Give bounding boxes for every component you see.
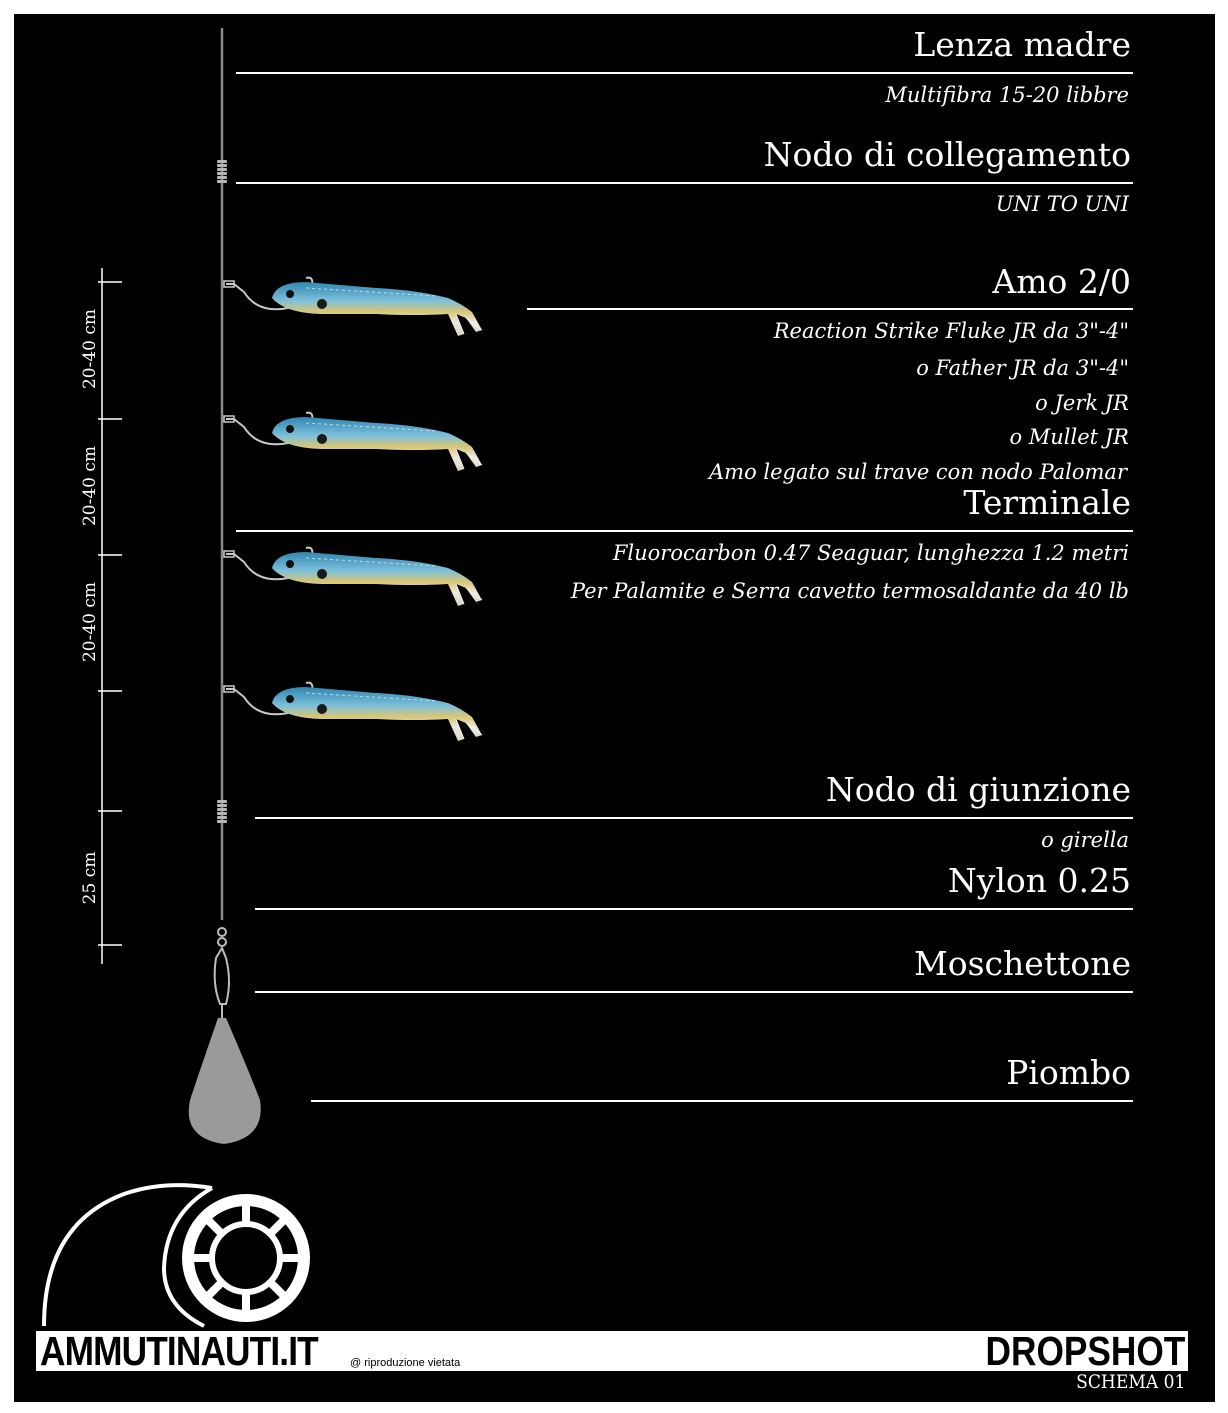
soft-lure-icon bbox=[224, 413, 482, 471]
ship-wheel-logo-icon bbox=[44, 1185, 304, 1326]
divider-nodo-giunzione bbox=[255, 817, 1133, 819]
label-lenza-madre: Lenza madre bbox=[913, 25, 1131, 64]
amo-line-3: o Jerk JR bbox=[1035, 391, 1129, 415]
divider-piombo bbox=[311, 1100, 1133, 1102]
divider-lenza-madre bbox=[236, 72, 1133, 74]
label-amo: Amo 2/0 bbox=[992, 262, 1131, 301]
label-nodo-collegamento: Nodo di collegamento bbox=[763, 135, 1131, 174]
terminale-line-2: Per Palamite e Serra cavetto termosaldante da 40 lb bbox=[570, 579, 1129, 603]
divider-amo bbox=[527, 308, 1133, 310]
dimension-label-3: 20-40 cm bbox=[80, 581, 100, 663]
snap-icon bbox=[215, 948, 229, 1018]
dimension-label-4: 25 cm bbox=[80, 851, 100, 905]
amo-line-5: Amo legato sul trave con nodo Palomar bbox=[709, 460, 1127, 484]
schema-number: SCHEMA 01 bbox=[1075, 1371, 1185, 1393]
dimension-label-1: 20-40 cm bbox=[80, 308, 100, 390]
dimension-label-2: 20-40 cm bbox=[80, 445, 100, 527]
sub-lenza-madre: Multifibra 15-20 libbre bbox=[885, 83, 1129, 107]
amo-line-1: Reaction Strike Fluke JR da 3"-4" bbox=[773, 319, 1129, 343]
label-piombo: Piombo bbox=[1006, 1053, 1131, 1092]
diagram-title: DROPSHOT bbox=[985, 1328, 1185, 1374]
label-moschettone: Moschettone bbox=[913, 944, 1131, 983]
label-nylon: Nylon 0.25 bbox=[947, 861, 1131, 900]
amo-line-2: o Father JR da 3"-4" bbox=[916, 356, 1129, 380]
divider-terminale bbox=[236, 530, 1133, 532]
brand-name: AMMUTINAUTI.IT bbox=[40, 1328, 318, 1374]
amo-line-4: o Mullet JR bbox=[1009, 425, 1129, 449]
soft-lure-icon bbox=[224, 683, 482, 741]
rig-illustration bbox=[14, 14, 1215, 1402]
swivel-icon bbox=[218, 928, 226, 946]
divider-nylon bbox=[255, 908, 1133, 910]
sinker-icon bbox=[189, 1018, 261, 1144]
sub-nodo-giunzione: o girella bbox=[1041, 828, 1129, 852]
terminale-line-1: Fluorocarbon 0.47 Seaguar, lunghezza 1.2 metri bbox=[612, 541, 1129, 565]
label-terminale: Terminale bbox=[963, 483, 1131, 522]
soft-lure-icon bbox=[224, 278, 482, 336]
soft-lure-icon bbox=[224, 548, 482, 606]
label-nodo-giunzione: Nodo di giunzione bbox=[825, 770, 1131, 809]
diagram-frame bbox=[14, 14, 1215, 1402]
sub-nodo-collegamento: UNI TO UNI bbox=[995, 192, 1129, 216]
divider-nodo-collegamento bbox=[236, 182, 1133, 184]
copyright-notice: @ riproduzione vietata bbox=[350, 1357, 461, 1369]
divider-moschettone bbox=[255, 991, 1133, 993]
